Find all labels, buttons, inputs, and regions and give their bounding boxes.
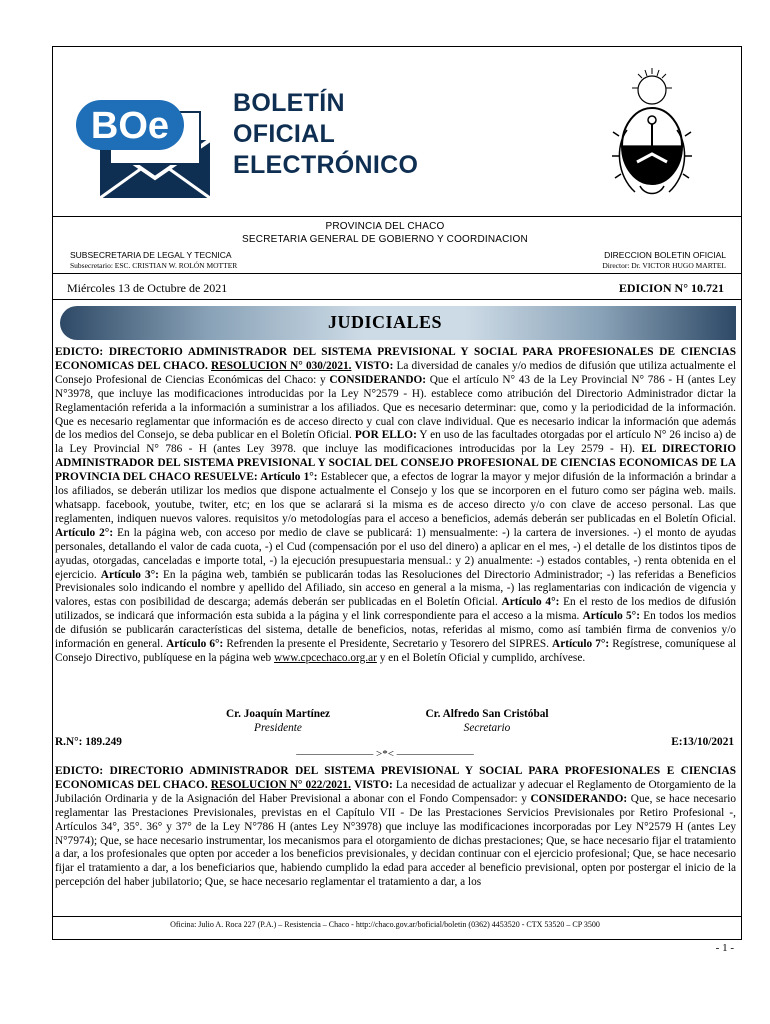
edict-1-article-7a: Regístrese, comuníquese al Consejo Directivo, publíquese en la página web [55, 638, 736, 664]
edict-1-article-7b: y en el Boletín Oficial y cumplido, archívese. [379, 651, 586, 664]
edict-1-article-2: En la página web, con acceso por medio de clave se publicará: 1) mensualmente: -) la cartera de inversiones. -) el monto de ayudas personales, detallando el valor de cada cuota, -) el Cud (compensación por el uso del dinero) a aplicar en el mes, -) el detalle de los distintos tipos de ayudas, otorgadas, canceladas e importe total, -) la ejecución presupuestaria mensual.: y 2) anualmente: -) estados contables, -) renta obtenida en el ejercicio. [55, 526, 736, 581]
edition-number: EDICION N° 10.721 [618, 281, 724, 295]
edict-1-heading: EDICTO: DIRECTORIO ADMINISTRADOR DEL SISTEMA PREVISIONAL Y SOCIAL PARA PROFESIONALES DE CIENCIAS ECONOMICAS DEL CHACO. [55, 346, 736, 372]
coat-of-arms-icon [605, 66, 700, 206]
edict-separator: ——————— >*< ——————— [296, 748, 474, 760]
province-label: PROVINCIA DEL CHACO [325, 221, 445, 232]
logo-text: BOe [90, 105, 170, 147]
edict-1-article-4: En el resto de los medios de difusión utilizados, se indicará que información esta subida a la página y el link correspondiente para el acceso a la misma. [55, 596, 736, 623]
edict-1-article-6-label: Artículo 6°: [166, 638, 224, 651]
edict-1-article-5: En todos los medios de difusión se publicarán características del sistema, detalle de beneficios, notas, referidas al mismo, como así también firma de convenios y/o información en general. [55, 610, 736, 651]
subsecretario-name: Subsecretario: ESC. CRISTIAN W. ROLÓN MOTTER [70, 261, 238, 270]
edict-1-considerando-text: Que el artículo N° 43 de la Ley Provincial N° 786 - H (antes Ley N°3978, que incluye las modificaciones introducidas por la Ley N°2579 - H). establece como atribución del Directorio Administrador dictar la Reglamentación referida a la información a suministrar a los afiliados. Que es necesario determinar: que, como y la periodicidad de la información. Que es necesario reglamentar que información es de acceso directo y cual con clave individual. Que es necesario indicar la información que además de los medios del Consejo, se deba publicar en el Boletín Oficial. [55, 373, 736, 442]
divider-date-top [53, 273, 742, 274]
edict-1-article-3-label: Artículo 3°: [100, 568, 159, 581]
secretary-label: SECRETARIA GENERAL DE GOBIERNO Y COORDINACION [242, 234, 528, 245]
director-name: Director: Dr. VICTOR HUGO MARTEL [602, 261, 726, 270]
edict-1-visto-text: La diversidad de canales y/o medios de difusión que utiliza actualmente el Consejo Profesional de Ciencias Económicas del Chaco: y [55, 359, 737, 386]
title-line-3: ELECTRÓNICO [233, 151, 419, 179]
boletin-title [233, 88, 418, 181]
edict-2 [55, 765, 736, 890]
page-number: - 1 - [715, 942, 734, 954]
registration-number: R.N°: 189.249 [55, 736, 122, 748]
boe-logo [70, 82, 218, 204]
edict-1-article-2-label: Artículo 2°: [55, 526, 114, 539]
edict-2-visto-text: La necesidad de actualizar y adecuar el Reglamento de Otorgamiento de la Jubilación Ordinaria y de la Asignación del Haber Previsional a abonar con el Fondo Compensador: y [55, 778, 736, 805]
edict-1-article-5-label: Artículo 5°: [582, 610, 640, 623]
edict-2-considerando-text: Que, se hace necesario reglamentar las Prestaciones Previsionales, previstas en el Capítulo VII - De las Prestaciones Servicios Previsionales por Retiro Profesional -, Artículos 34°, 35°. 36° y 37° de la Ley N°786 H (antes Ley N°3978) que incluye las modificaciones incorporadas por Ley N°2579 H (antes Ley N°7974); Que, se hace necesario instrumentar, los mecanismos para el otorgamiento de dichas prestaciones; Que, se hace necesario fijar el tratamiento a dar, a los profesionales que opten por acceder a los beneficios previsionales, y decidan continuar con el ejercicio profesional; Que, se hace necesario fijar el tratamiento a dar, a los beneficiarios que, habiendo cumplido la edad para acceder al beneficio previsional, opten por postergar el inicio de la percepción del haber jubilatorio; Que, se hace necesario reglamentar el tratamiento a dar, a los [55, 792, 737, 889]
signatory-2-name: Cr. Alfredo San Cristóbal [425, 708, 549, 720]
direccion-label: DIRECCION BOLETIN OFICIAL [604, 250, 726, 260]
cpce-website-link[interactable]: www.cpcechaco.org.ar [273, 651, 377, 664]
issue-date: Miércoles 13 de Octubre de 2021 [67, 281, 228, 295]
edict-1-article-4-label: Artículo 4°: [501, 596, 560, 609]
edict-1-article-7-label: Artículo 7°: [552, 638, 610, 651]
edict-2-resolution: RESOLUCION N° 022/2021. [210, 778, 351, 791]
header-divider [53, 216, 742, 217]
footer-office-info: Oficina: Julio A. Roca 227 (P.A.) – Resistencia – Chaco - http://chaco.gov.ar/boficial/boletin (0362) 4453520 - CTX 53520 – CP 3500 [170, 920, 600, 929]
edict-1-porello-label: POR ELLO: [354, 429, 417, 442]
edict-1-considerando-label: CONSIDERANDO: [329, 373, 427, 386]
edict-1-porello-text: Y en uso de las facultades otorgadas por el artículo N° 26 inciso a) de la Ley Provincial N° 786 - H (antes Ley 3978. que incluye las modificaciones introducidas por la Ley 2579 - H). [55, 429, 737, 456]
edict-1-article-3: En la página web, también se publicarán todas las Resoluciones del Directorio Administrador; -) las referidas a Beneficios Previsionales solo indicando el nombre y apellido del Afiliado, sin acceso en general a la misma, -) las reglamentarias con indicación de vigencia y valores, estas con posibilidad de descarga; además deberán ser publicadas en el Boletín Oficial. [55, 568, 736, 609]
edict-date: E:13/10/2021 [671, 736, 734, 748]
edict-1-visto-label: VISTO: [354, 359, 394, 372]
edict-1-resolution: RESOLUCION N° 030/2021. [211, 359, 352, 372]
signatory-1-role: Presidente [254, 722, 302, 734]
signatory-2-role: Secretario [463, 722, 511, 734]
title-line-2: OFICIAL [233, 120, 336, 148]
title-line-1: BOLETÍN [233, 89, 345, 117]
edict-1-article-6: Refrenden la presente el Presidente, Secretario y Tesorero del SIPRES. [226, 638, 549, 651]
edict-2-heading: EDICTO: DIRECTORIO ADMINISTRADOR DEL SISTEMA PREVISIONAL Y SOCIAL PARA PROFESIONALES E CIENCIAS ECONOMICAS DEL CHACO. [55, 765, 736, 791]
divider-date-bottom [53, 299, 742, 300]
footer-divider [53, 916, 742, 917]
section-title: JUDICIALES [327, 312, 443, 332]
edict-1 [55, 346, 736, 666]
edict-1-article-1: Establecer que, a efectos de lograr la mayor y mejor difusión de la información a brindar a los afiliados, se deberán utilizar los medios que dispone actualmente el Consejo y los que se incorporen en el futuro como ser página web. mails. whatsapp. facebook, youtube, twiter, etc; en los que se aclarará si la misma es de acceso directo y/o con clave de acceso personal. Las que reglamenten, indiquen nuevos valores. requisitos y/o metodologías para el acceso a beneficios, además deberán ser publicadas en el Boletín Oficial. [55, 471, 736, 525]
signatory-1-name: Cr. Joaquín Martínez [225, 708, 331, 720]
subsecretaria-label: SUBSECRETARIA DE LEGAL Y TECNICA [70, 250, 232, 260]
edict-2-visto-label: VISTO: [354, 778, 393, 791]
edict-1-resuelve: EL DIRECTORIO ADMINISTRADOR DEL SISTEMA PREVISIONAL Y SOCIAL DEL CONSEJO PROFESIONAL DE CIENCIAS ECONOMICAS DE LA PROVINCIA DEL CHACO RESUELVE: Artículo 1°: [55, 443, 736, 484]
edict-2-considerando-label: CONSIDERANDO: [530, 792, 628, 805]
